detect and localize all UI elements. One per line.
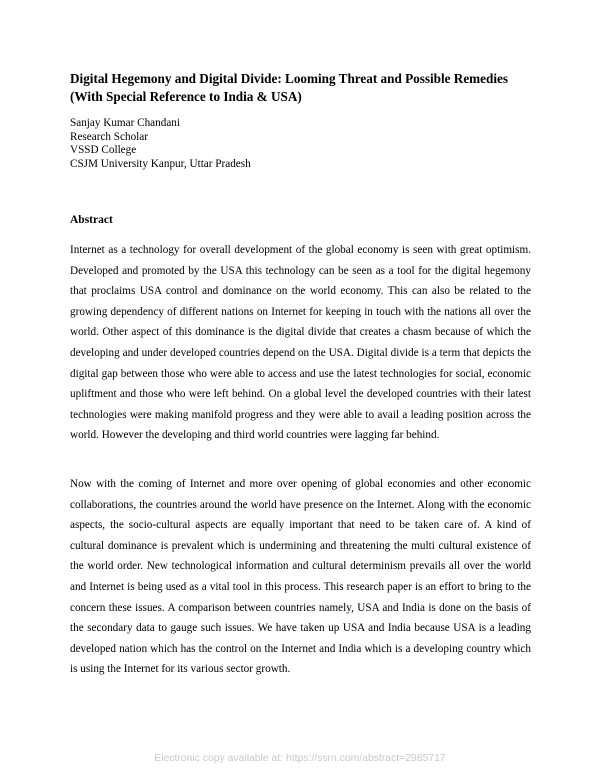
author-name: Sanjay Kumar Chandani [70,117,180,129]
title-line-1: Digital Hegemony and Digital Divide: Looming Threat and Possible Remedies [70,71,509,86]
title-line-2: (With Special Reference to India & USA) [70,89,302,104]
author-role: Research Scholar [70,130,148,143]
ssrn-footer-watermark: Electronic copy available at: https://ssrn.com/abstract=2985717 [154,753,446,764]
author-university: CSJM University Kanpur, Uttar Pradesh [70,157,251,170]
abstract-heading: Abstract [70,214,113,226]
author-college: VSSD College [70,144,137,156]
abstract-paragraph-2: Now with the coming of Internet and more over opening of global economies and other economic collaborations, the countries around the world have presence on the Internet. Along with the economic aspects, the socio-cultural aspects are equally important that need to be taken care of. A kind of cultural dominance is prevalent which is undermining and threatening the multi cultural existence of the world order. New technological information and cultural determinism prevails all over the world and Internet is being used as a vital tool in this process. This research paper is an effort to bring to the concern these issues. A comparison between countries namely, USA and India is done on the basis of the secondary data to gauge such issues. We have taken up USA and India because USA is a leading developed nation which has the control on the Internet and India which is a developing country which is using the Internet for its various sector growth. [70,478,531,676]
abstract-paragraph-1: Internet as a technology for overall development of the global economy is seen with great optimism. Developed and promoted by the USA this technology can be seen as a tool for the digital hegemony that proclaims USA control and dominance on the world economy. This can also be related to the growing dependency of different nations on Internet for keeping in touch with the nations all over the world. Other aspect of this dominance is the digital divide that creates a chasm because of which the developing and under developed countries depend on the USA. Digital divide is a term that depicts the digital gap between those who were able to access and use the latest technologies for social, economic upliftment and those who were left behind. On a global level the developed countries with their latest technologies were making manifold progress and they were able to avail a leading position across the world. However the developing and third world countries were lagging far behind. [70,244,531,442]
author-block [70,117,251,171]
paper-title [70,70,540,106]
